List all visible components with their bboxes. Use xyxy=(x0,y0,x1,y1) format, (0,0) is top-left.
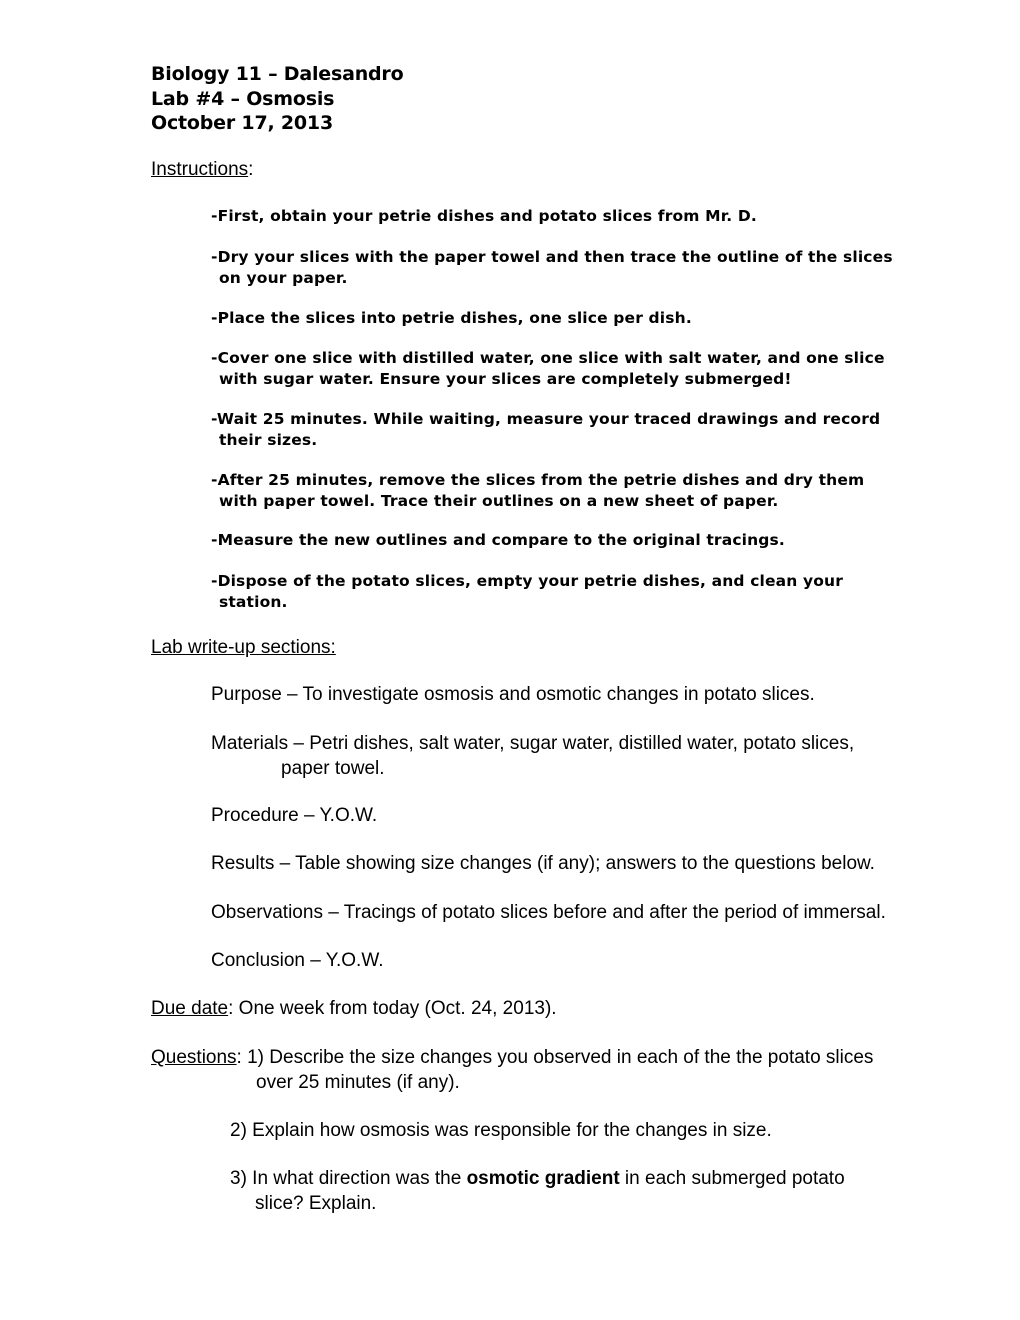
question-1 xyxy=(151,1046,873,1095)
procedure-text: Procedure – Y.O.W. xyxy=(211,805,378,826)
instruction-step-5: -Wait 25 minutes. While waiting, measure your traced drawings and record xyxy=(211,410,881,428)
instruction-step xyxy=(211,530,941,551)
instruction-step-4: -Cover one slice with distilled water, one slice with salt water, and one slice xyxy=(211,349,885,367)
instruction-step-4-cont: with sugar water. Ensure your slices are completely submerged! xyxy=(219,369,792,388)
instruction-step xyxy=(211,247,941,288)
instruction-step-2: -Dry your slices with the paper towel and then trace the outline of the slices xyxy=(211,248,893,266)
instruction-step-7: -Measure the new outlines and compare to the original tracings. xyxy=(211,531,785,549)
instruction-step-6-cont: with paper towel. Trace their outlines on a new sheet of paper. xyxy=(219,491,779,510)
writeup-materials xyxy=(211,732,854,781)
writeup-results xyxy=(211,852,875,877)
materials-text: Materials – Petri dishes, salt water, sugar water, distilled water, potato slices, xyxy=(211,733,855,754)
lab-title: Lab #4 – Osmosis xyxy=(151,87,335,110)
results-text: Results – Table showing size changes (if any); answers to the questions below. xyxy=(211,853,875,874)
instruction-step-2-cont: on your paper. xyxy=(219,268,348,287)
question-2-text: 2) Explain how osmosis was responsible for the changes in size. xyxy=(230,1120,772,1141)
questions-label: Questions xyxy=(151,1047,237,1068)
instructions-colon: : xyxy=(248,159,254,180)
due-date-text: : One week from today (Oct. 24, 2013). xyxy=(228,998,557,1019)
question-1-text: : 1) Describe the size changes you observed in each of the the potato slices xyxy=(236,1047,874,1068)
instruction-step-8: -Dispose of the potato slices, empty your petrie dishes, and clean your xyxy=(211,572,844,590)
instruction-step xyxy=(211,470,941,511)
instructions-label: Instructions xyxy=(151,159,249,180)
materials-text-cont: paper towel. xyxy=(281,757,385,779)
conclusion-text: Conclusion – Y.O.W. xyxy=(211,950,384,971)
writeup-heading: Lab write-up sections: xyxy=(151,637,336,658)
osmotic-gradient-term: osmotic gradient xyxy=(466,1168,620,1189)
question-3 xyxy=(230,1167,845,1216)
question-3-post: in each submerged potato xyxy=(619,1168,845,1189)
instruction-step xyxy=(211,308,941,329)
writeup-conclusion xyxy=(211,949,384,974)
document-header xyxy=(151,62,403,136)
question-3-pre: 3) In what direction was the xyxy=(230,1168,467,1189)
instruction-step-8-cont: station. xyxy=(219,592,288,611)
question-1-cont: over 25 minutes (if any). xyxy=(256,1071,460,1093)
writeup-procedure xyxy=(211,804,377,829)
instruction-step-6: -After 25 minutes, remove the slices from the petrie dishes and dry them xyxy=(211,471,865,489)
writeup-observations xyxy=(211,901,886,926)
instruction-step-1: -First, obtain your petrie dishes and potato slices from Mr. D. xyxy=(211,207,757,225)
question-3-cont: slice? Explain. xyxy=(255,1192,377,1214)
due-date xyxy=(151,998,557,1020)
instruction-step xyxy=(211,409,941,450)
lab-date: October 17, 2013 xyxy=(151,112,333,134)
instruction-step xyxy=(211,206,941,227)
question-2 xyxy=(230,1119,772,1144)
observations-text: Observations – Tracings of potato slices before and after the period of immersal. xyxy=(211,902,886,923)
writeup-purpose xyxy=(211,683,815,708)
instructions-heading xyxy=(151,159,253,181)
instruction-step xyxy=(211,348,941,389)
instruction-step xyxy=(211,571,941,612)
due-date-label: Due date xyxy=(151,998,229,1019)
instruction-step-3: -Place the slices into petrie dishes, one slice per dish. xyxy=(211,309,692,327)
instruction-step-5-cont: their sizes. xyxy=(219,430,318,449)
course-title: Biology 11 – Dalesandro xyxy=(151,63,404,85)
purpose-text: Purpose – To investigate osmosis and osmotic changes in potato slices. xyxy=(211,684,815,705)
